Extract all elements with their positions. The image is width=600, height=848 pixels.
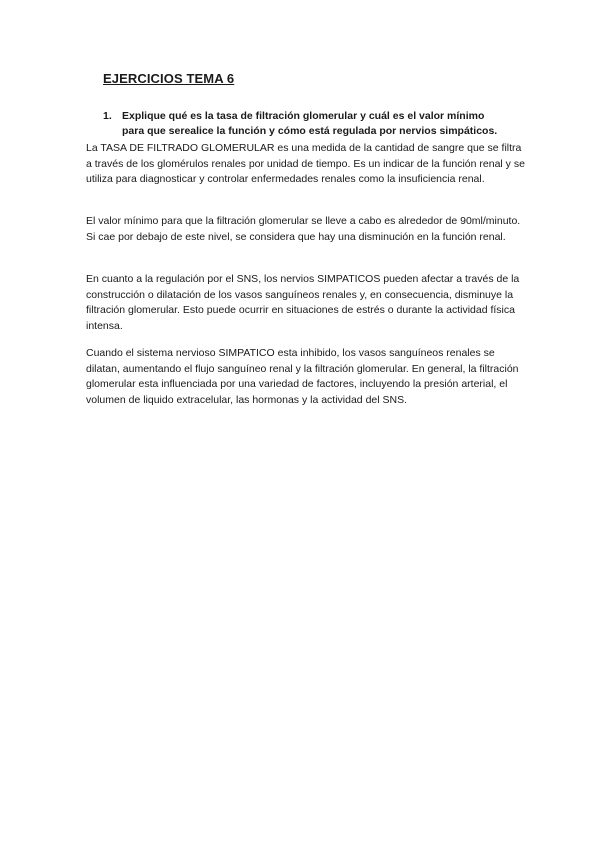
document-title: EJERCICIOS TEMA 6: [103, 71, 235, 86]
question-text-line-1: Explique qué es la tasa de filtración glomerular y cuál es el valor mínimo: [122, 110, 485, 122]
question-text-line-2: para que serealice la función y cómo está regulada por nervios simpáticos.: [122, 125, 498, 137]
answer-paragraph-minimum-value: El valor mínimo para que la filtración glomerular se lleve a cabo es alrededor de 90ml/minuto. Si cae por debajo de este nivel, se considera que hay una disminución en la función renal.: [86, 215, 521, 243]
answer-paragraph-sns-regulation: En cuanto a la regulación por el SNS, los nervios SIMPATICOS pueden afectar a través de la construcción o dilatación de los vasos sanguíneos renales y, en consecuencia, disminuye la filtración glomerular. Esto puede ocurrir en situaciones de estrés o durante la actividad física intensa.: [86, 273, 520, 332]
question-number: 1.: [103, 110, 112, 122]
answer-paragraph-sympathetic-inhibition: Cuando el sistema nervioso SIMPATICO esta inhibido, los vasos sanguíneos renales se dilatan, aumentando el flujo sanguíneo renal y la filtración glomerular. En general, la filtración glomerular esta influenciada por una variedad de factores, incluyendo la presión arterial, el volumen de liquido extracelular, las hormonas y la actividad del SNS.: [86, 347, 519, 406]
question-item: [103, 109, 523, 139]
answer-paragraph-definition: La TASA DE FILTRADO GLOMERULAR es una medida de la cantidad de sangre que se filtra a través de los glomérulos renales por unidad de tiempo. Es un indicar de la función renal y se utiliza para diagnosticar y controlar enfermedades renales como la insuficiencia renal.: [86, 142, 525, 185]
